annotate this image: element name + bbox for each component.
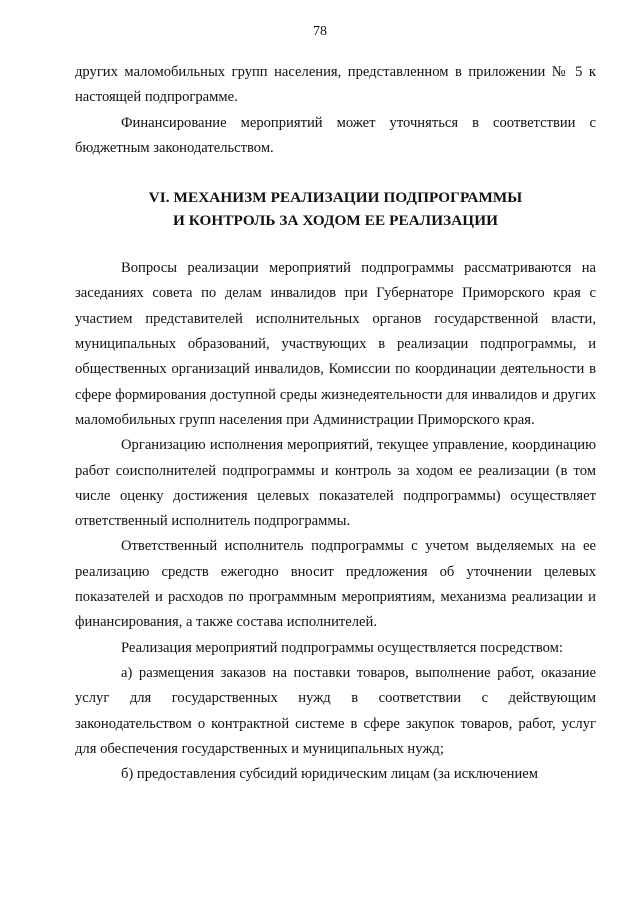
paragraph: Организацию исполнения мероприятий, текущее управление, координацию работ соисполнителей подпрограммы и контроль за ходом ее реализации (в том числе оценку достижения целевых показателей подпрограммы) осуществляет ответственный исполнитель подпрограммы. — [75, 437, 596, 530]
paragraph: Ответственный исполнитель подпрограммы с учетом выделяемых на ее реализацию средств ежегодно вносит предложения об уточнении целевых показателей и расходов по программным мероприятиям, механизма реализации и финансирования, а также состава исполнителей. — [75, 538, 596, 631]
paragraph: а) размещения заказов на поставки товаров, выполнение работ, оказание услуг для государственных нужд в соответствии с действующим законодательством о контрактной системе в сфере закупок товаров, работ, услуг для обеспечения государственных и муниципальных нужд; — [75, 664, 596, 757]
paragraph: Финансирование мероприятий может уточняться в соответствии с бюджетным законодательством. — [75, 114, 596, 156]
document-body — [75, 60, 596, 787]
section-heading — [75, 186, 596, 232]
paragraph: других маломобильных групп населения, представленном в приложении № 5 к настоящей подпрограмме. — [75, 64, 596, 106]
paragraph: Вопросы реализации мероприятий подпрограммы рассматриваются на заседаниях совета по делам инвалидов при Губернаторе Приморского края с участием представителей исполнительных органов государственной власти, муниципальных образований, участвующих в реализации подпрограммы, и общественных организаций инвалидов, Комиссии по координации деятельности в сфере формирования доступной среды жизнедеятельности для инвалидов и других маломобильных групп населения при Администрации Приморского края. — [75, 260, 596, 428]
section-heading-line-2: И КОНТРОЛЬ ЗА ХОДОМ ЕЕ РЕАЛИЗАЦИИ — [172, 212, 499, 230]
paragraph: б) предоставления субсидий юридическим лицам (за исключением — [121, 766, 539, 783]
paragraph: Реализация мероприятий подпрограммы осуществляется посредством: — [121, 639, 563, 656]
page-number: 78 — [313, 24, 327, 39]
section-heading-line-1: VI. МЕХАНИЗМ РЕАЛИЗАЦИИ ПОДПРОГРАММЫ — [148, 189, 523, 207]
